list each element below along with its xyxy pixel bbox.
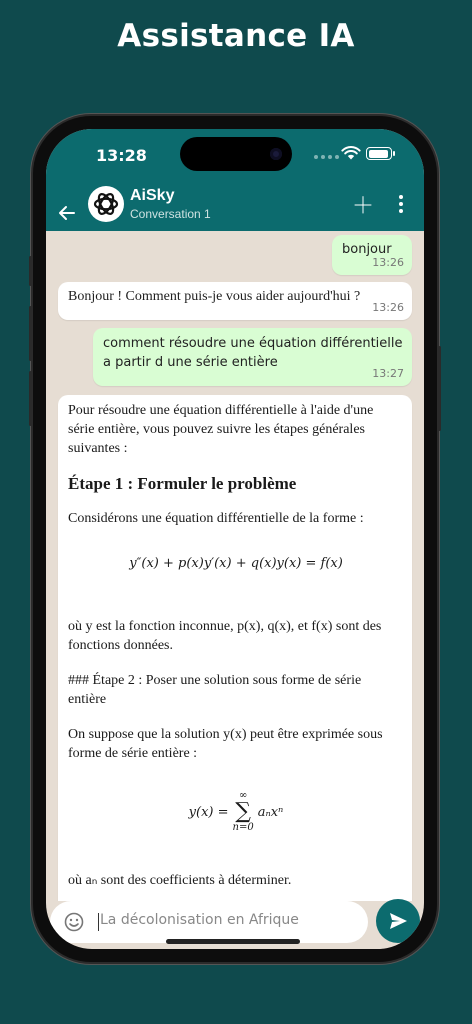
back-arrow-icon[interactable]	[58, 204, 76, 222]
step-1-heading: Étape 1 : Formuler le problème	[68, 474, 297, 493]
chat-title: AiSky	[130, 187, 175, 204]
message-text-line-2: a partir d une série entière	[103, 355, 278, 370]
message-time: 13:26	[372, 301, 404, 314]
message-input[interactable]	[100, 912, 350, 928]
send-icon	[388, 911, 408, 931]
home-indicator	[166, 939, 300, 944]
new-conversation-button[interactable]: ＋	[352, 193, 375, 218]
intro-line-1: Pour résoudre une équation différentielle à l'aide d'une	[68, 403, 374, 418]
message-text: Bonjour ! Comment puis-je vous aider aujourd'hui ?	[68, 289, 361, 304]
message-input-bar[interactable]	[50, 901, 368, 943]
message-incoming-long	[58, 395, 412, 901]
cut-off-line: où aₙ sont des coefficients à déterminer.	[68, 873, 292, 888]
phone-screen	[46, 129, 424, 949]
send-button[interactable]	[376, 899, 420, 943]
message-text: bonjour	[342, 242, 392, 257]
phone-frame	[33, 116, 437, 962]
page-headline: Assistance IA	[117, 18, 355, 54]
sum-upper: ∞	[238, 790, 248, 801]
camera-icon	[270, 148, 282, 160]
equation-1: y″(x) + p(x)y′(x) + q(x)y(x) = f(x)	[129, 556, 343, 571]
equation-2-lhs: y(x) =	[188, 804, 229, 820]
dynamic-island	[180, 137, 292, 171]
app-bar	[46, 129, 424, 231]
equation-2-rhs: aₙxⁿ	[257, 804, 284, 820]
where-line-2: fonctions données.	[68, 638, 173, 653]
power-button	[438, 346, 441, 431]
step-2-line-1: ### Étape 2 : Poser une solution sous forme de série	[68, 673, 362, 688]
message-time: 13:26	[372, 256, 404, 269]
assistant-avatar[interactable]	[88, 186, 124, 222]
intro-line-3: suivantes :	[68, 441, 128, 456]
equation-2	[68, 791, 404, 833]
more-options-icon[interactable]	[398, 195, 404, 216]
volume-down-button	[29, 371, 32, 426]
emoji-icon[interactable]	[64, 912, 84, 932]
sum-lower: n=0	[232, 822, 254, 833]
mute-switch	[29, 256, 32, 286]
message-time: 13:27	[372, 367, 404, 380]
battery-icon	[366, 147, 392, 160]
step-1-text: Considérons une équation différentielle de la forme :	[68, 511, 364, 526]
volume-up-button	[29, 306, 32, 361]
chat-subtitle: Conversation 1	[130, 207, 211, 221]
message-text-line-1: comment résoudre une équation différentielle	[103, 336, 403, 351]
suppose-line-2: forme de série entière :	[68, 746, 198, 761]
where-line-1: où y est la fonction inconnue, p(x), q(x), et f(x) sont des	[68, 619, 382, 634]
suppose-line-1: On suppose que la solution y(x) peut être exprimée sous	[68, 727, 383, 742]
openai-logo-icon	[91, 189, 121, 219]
intro-line-2: série entière, vous pouvez suivre les étapes générales	[68, 422, 365, 437]
message-outgoing	[332, 235, 412, 275]
text-caret	[98, 913, 99, 931]
message-outgoing	[93, 328, 412, 386]
wifi-icon	[341, 146, 361, 160]
status-time: 13:28	[96, 146, 147, 165]
message-incoming	[58, 282, 412, 320]
signal-icon	[314, 155, 339, 159]
step-2-line-2: entière	[68, 692, 107, 707]
sum-symbol: ∑	[235, 799, 251, 824]
chat-area	[46, 231, 424, 901]
